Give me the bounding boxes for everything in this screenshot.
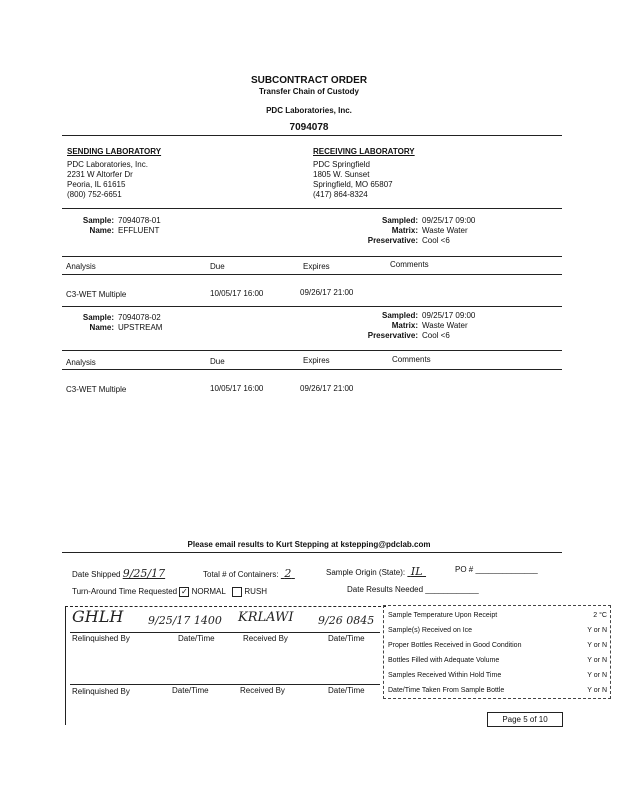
label-relinquished-by: Relinquished By — [72, 687, 130, 696]
po-number: PO # ______________ — [455, 565, 538, 574]
company-name: PDC Laboratories, Inc. — [266, 106, 352, 115]
col-due: Due — [210, 357, 225, 366]
receiving-heading: RECEIVING LABORATORY — [313, 147, 415, 156]
sending-heading: SENDING LABORATORY — [67, 147, 162, 156]
col-expires: Expires — [303, 262, 330, 271]
normal-checkbox[interactable]: ✓ — [180, 587, 188, 596]
containers: Total # of Containers: 2 — [203, 567, 292, 580]
email-note: Please email results to Kurt Stepping at kstepping@pdclab.com — [187, 540, 431, 549]
label-date-time: Date/Time — [328, 686, 365, 695]
sample-origin: Sample Origin (State): IL — [326, 565, 423, 578]
label-received-by: Received By — [243, 634, 288, 643]
receiving-address: PDC Springfield 1805 W. Sunset Springfield, MO 65807 (417) 864-8324 — [313, 160, 393, 199]
col-analysis: Analysis — [66, 262, 96, 271]
chain-of-custody-page: SUBCONTRACT ORDER Transfer Chain of Custody PDC Laboratories, Inc. 7094078 SENDING LABORATORY PDC Laboratories, Inc. 2231 W Altorfer Dr Peoria, IL 61615 (800) 752-6651 RECEIVING LABORATORY PDC Springfield 1805 W. Sunset Springfield, MO 65807 (417) 864-8324 Sample: 7094078-01 Name: EFFLUENT Sampled: 09/25/17 09:00 Matrix: Waste Water Preservative: Cool <6 Analysis Due Expires Comments C3-WET Multiple 10/05/17 16:00 09/26/17 21:00 Sample: 7094078-02 Name: UPSTREAM Sampled: 09/25/17 09:00 Matrix: Waste Water Preservative: Cool <6 Analysis Due Expires Comments C3-WET Multiple 10/05/17 16:00 09/26/17 21:00 Please email results to Kurt Stepping at kstepping@pdclab.com Date Shipped 9/25/17 Total # of Containers: 2 Sample Origin (State): IL PO # ______________ Turn-Around Time Requested ✓ NORMAL RUSH Date Results Needed ____________ GHLH 9/25/17 1400 KRLAWI 9/26 0845 Relinquished By Date/Time Received By Date/Time Relinquished By Date/Time Received By Date/Time Sample Temperature Upon Receipt 2 °C Sample(s) Received on Ice Y or N Proper Bottles Received in Good Condition Y or N Bottles Filled with Adequate Volume Y or N Samples Received Within Hold Time Y or N Date/Time Taken From Sample Bottle Y or N Page 5 of 10 — [0, 0, 618, 800]
label-received-by: Received By — [240, 686, 285, 695]
doc-title: SUBCONTRACT ORDER — [250, 75, 368, 86]
date-shipped: Date Shipped 9/25/17 — [72, 567, 166, 580]
order-number: 7094078 — [289, 122, 329, 133]
label-date-time: Date/Time — [328, 634, 365, 643]
col-comments: Comments — [392, 355, 431, 364]
received-datetime: 9/26 0845 — [318, 614, 375, 627]
turnaround: Turn-Around Time Requested ✓ NORMAL RUSH — [72, 587, 268, 597]
divider — [62, 208, 562, 209]
col-due: Due — [210, 262, 225, 271]
receipt-checklist: Sample Temperature Upon Receipt 2 °C Sample(s) Received on Ice Y or N Proper Bottles Received in Good Condition Y or N Bottles Filled with Adequate Volume Y or N Samples Received Within Hold Time Y or N Date/Time Taken From Sample Bottle Y or N — [383, 605, 611, 699]
doc-subtitle: Transfer Chain of Custody — [258, 87, 359, 96]
col-expires: Expires — [303, 356, 330, 365]
label-date-time: Date/Time — [172, 686, 209, 695]
date-results-needed: Date Results Needed ____________ — [347, 585, 479, 594]
col-analysis: Analysis — [66, 358, 96, 367]
signature-relinquished: GHLH — [72, 607, 124, 626]
label-relinquished-by: Relinquished By — [72, 634, 130, 643]
rush-checkbox[interactable] — [232, 587, 242, 597]
divider — [62, 135, 562, 136]
signature-received: KRLAWI — [238, 610, 294, 625]
relinquished-datetime: 9/25/17 1400 — [148, 614, 222, 627]
page-indicator: Page 5 of 10 — [487, 712, 563, 727]
label-date-time: Date/Time — [178, 634, 215, 643]
sending-address: PDC Laboratories, Inc. 2231 W Altorfer Dr Peoria, IL 61615 (800) 752-6651 — [67, 160, 148, 199]
col-comments: Comments — [390, 260, 429, 269]
